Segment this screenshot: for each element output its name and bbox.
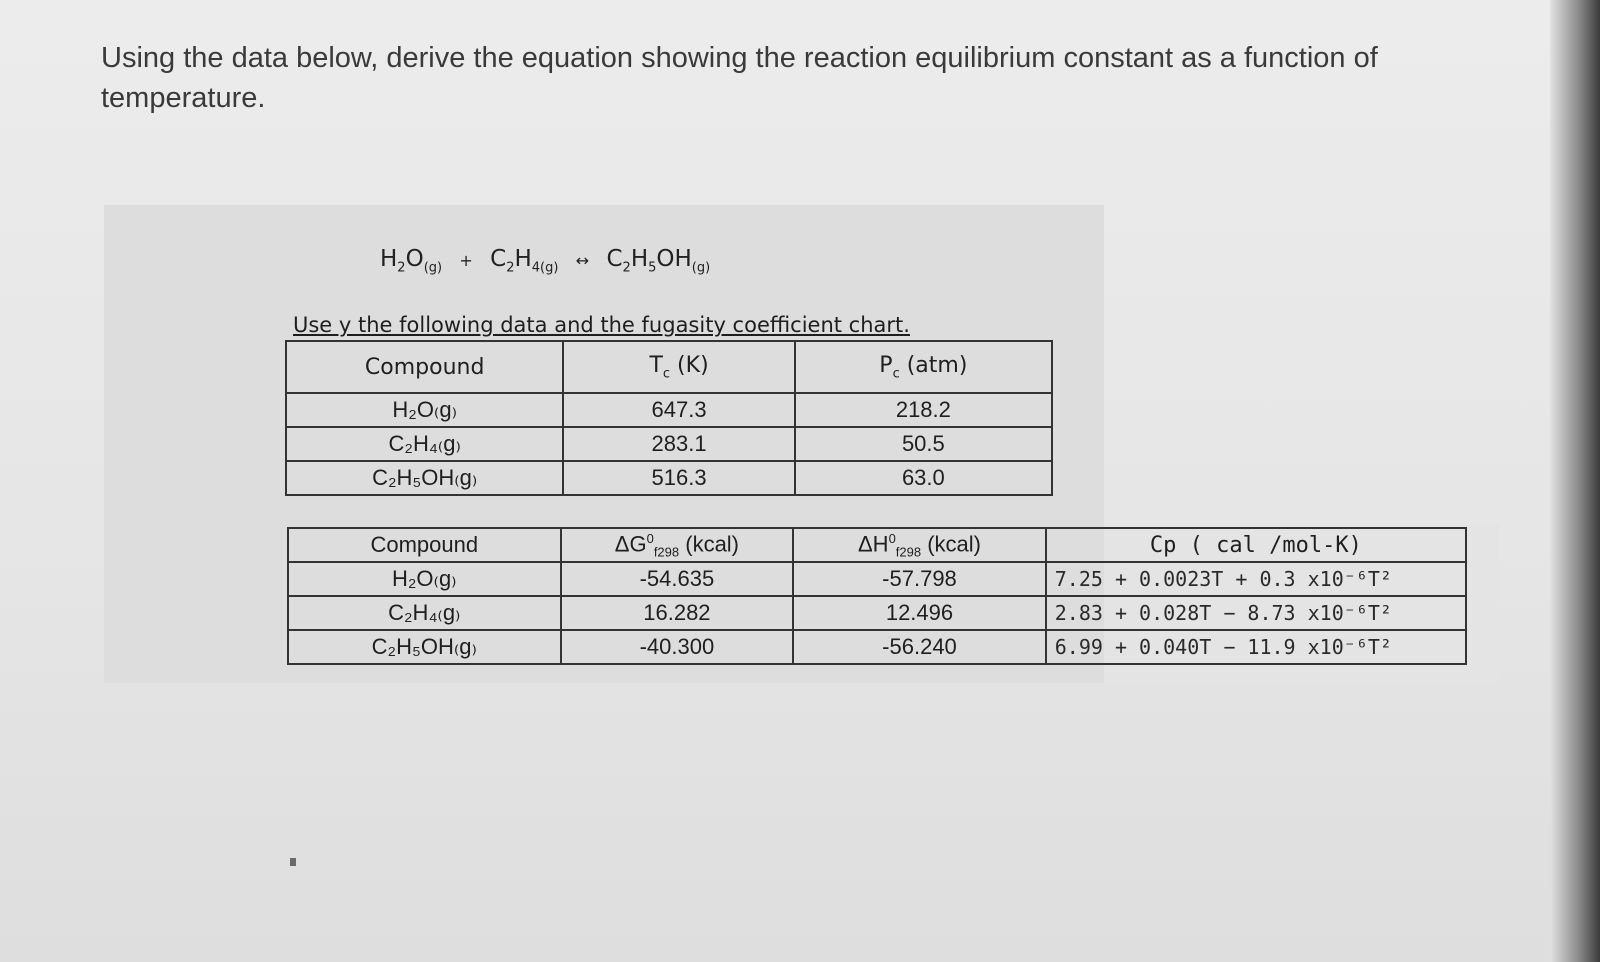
- cp-handwritten: 2.83 + 0.028T − 8.73 x10⁻⁶T²: [1046, 596, 1466, 630]
- header-delta-g: $\Delta G^0_{f298}$ (kcal): [561, 528, 794, 562]
- header-pc: $P_c$ (atm): [795, 341, 1052, 393]
- header-compound: Compound: [286, 341, 563, 393]
- table-row: C₂H₄₍g₎ 16.282 12.496 2.83 + 0.028T − 8.73 x10⁻⁶T²: [288, 596, 1466, 630]
- question-text: Using the data below, derive the equation showing the reaction equilibrium constant as a function of temperature.: [101, 42, 1378, 114]
- monitor-edge: [1550, 0, 1600, 962]
- table-row: H₂O₍g₎ -54.635 -57.798 7.25 + 0.0023T + 0.3 x10⁻⁶T²: [288, 562, 1466, 596]
- table-row: C₂H₅OH₍g₎ -40.300 -56.240 6.99 + 0.040T − 11.9 x10⁻⁶T²: [288, 630, 1466, 664]
- reaction-equation: $H_2O_{(g)} + C_2H_{4(g)}$ ↔ $C_2H_5OH_{(g)}$: [380, 246, 711, 276]
- instruction-text: Use y the following data and the fugasity coefficient chart.: [293, 313, 910, 337]
- cp-handwritten: 7.25 + 0.0023T + 0.3 x10⁻⁶T²: [1046, 562, 1466, 596]
- plus-sign: +: [459, 251, 473, 270]
- table-row: C₂H₅OH₍g₎ 516.3 63.0: [286, 461, 1052, 495]
- critical-properties-table: [285, 340, 1053, 496]
- header-cp: Cp ( cal /mol-K): [1046, 528, 1466, 562]
- header-tc: $T_c$ (K): [563, 341, 794, 393]
- table-row: C₂H₄₍g₎ 283.1 50.5: [286, 427, 1052, 461]
- header-compound: Compound: [288, 528, 561, 562]
- stray-mark: [290, 858, 296, 866]
- table-header-row: [288, 528, 1466, 562]
- header-delta-h: $\Delta H^0_{f298}$ (kcal): [793, 528, 1046, 562]
- equilibrium-arrow: ↔: [575, 251, 590, 270]
- table-header-row: [286, 341, 1052, 393]
- cp-handwritten: 6.99 + 0.040T − 11.9 x10⁻⁶T²: [1046, 630, 1466, 664]
- table-row: H₂O₍g₎ 647.3 218.2: [286, 393, 1052, 427]
- thermodynamic-data-table: [287, 527, 1467, 665]
